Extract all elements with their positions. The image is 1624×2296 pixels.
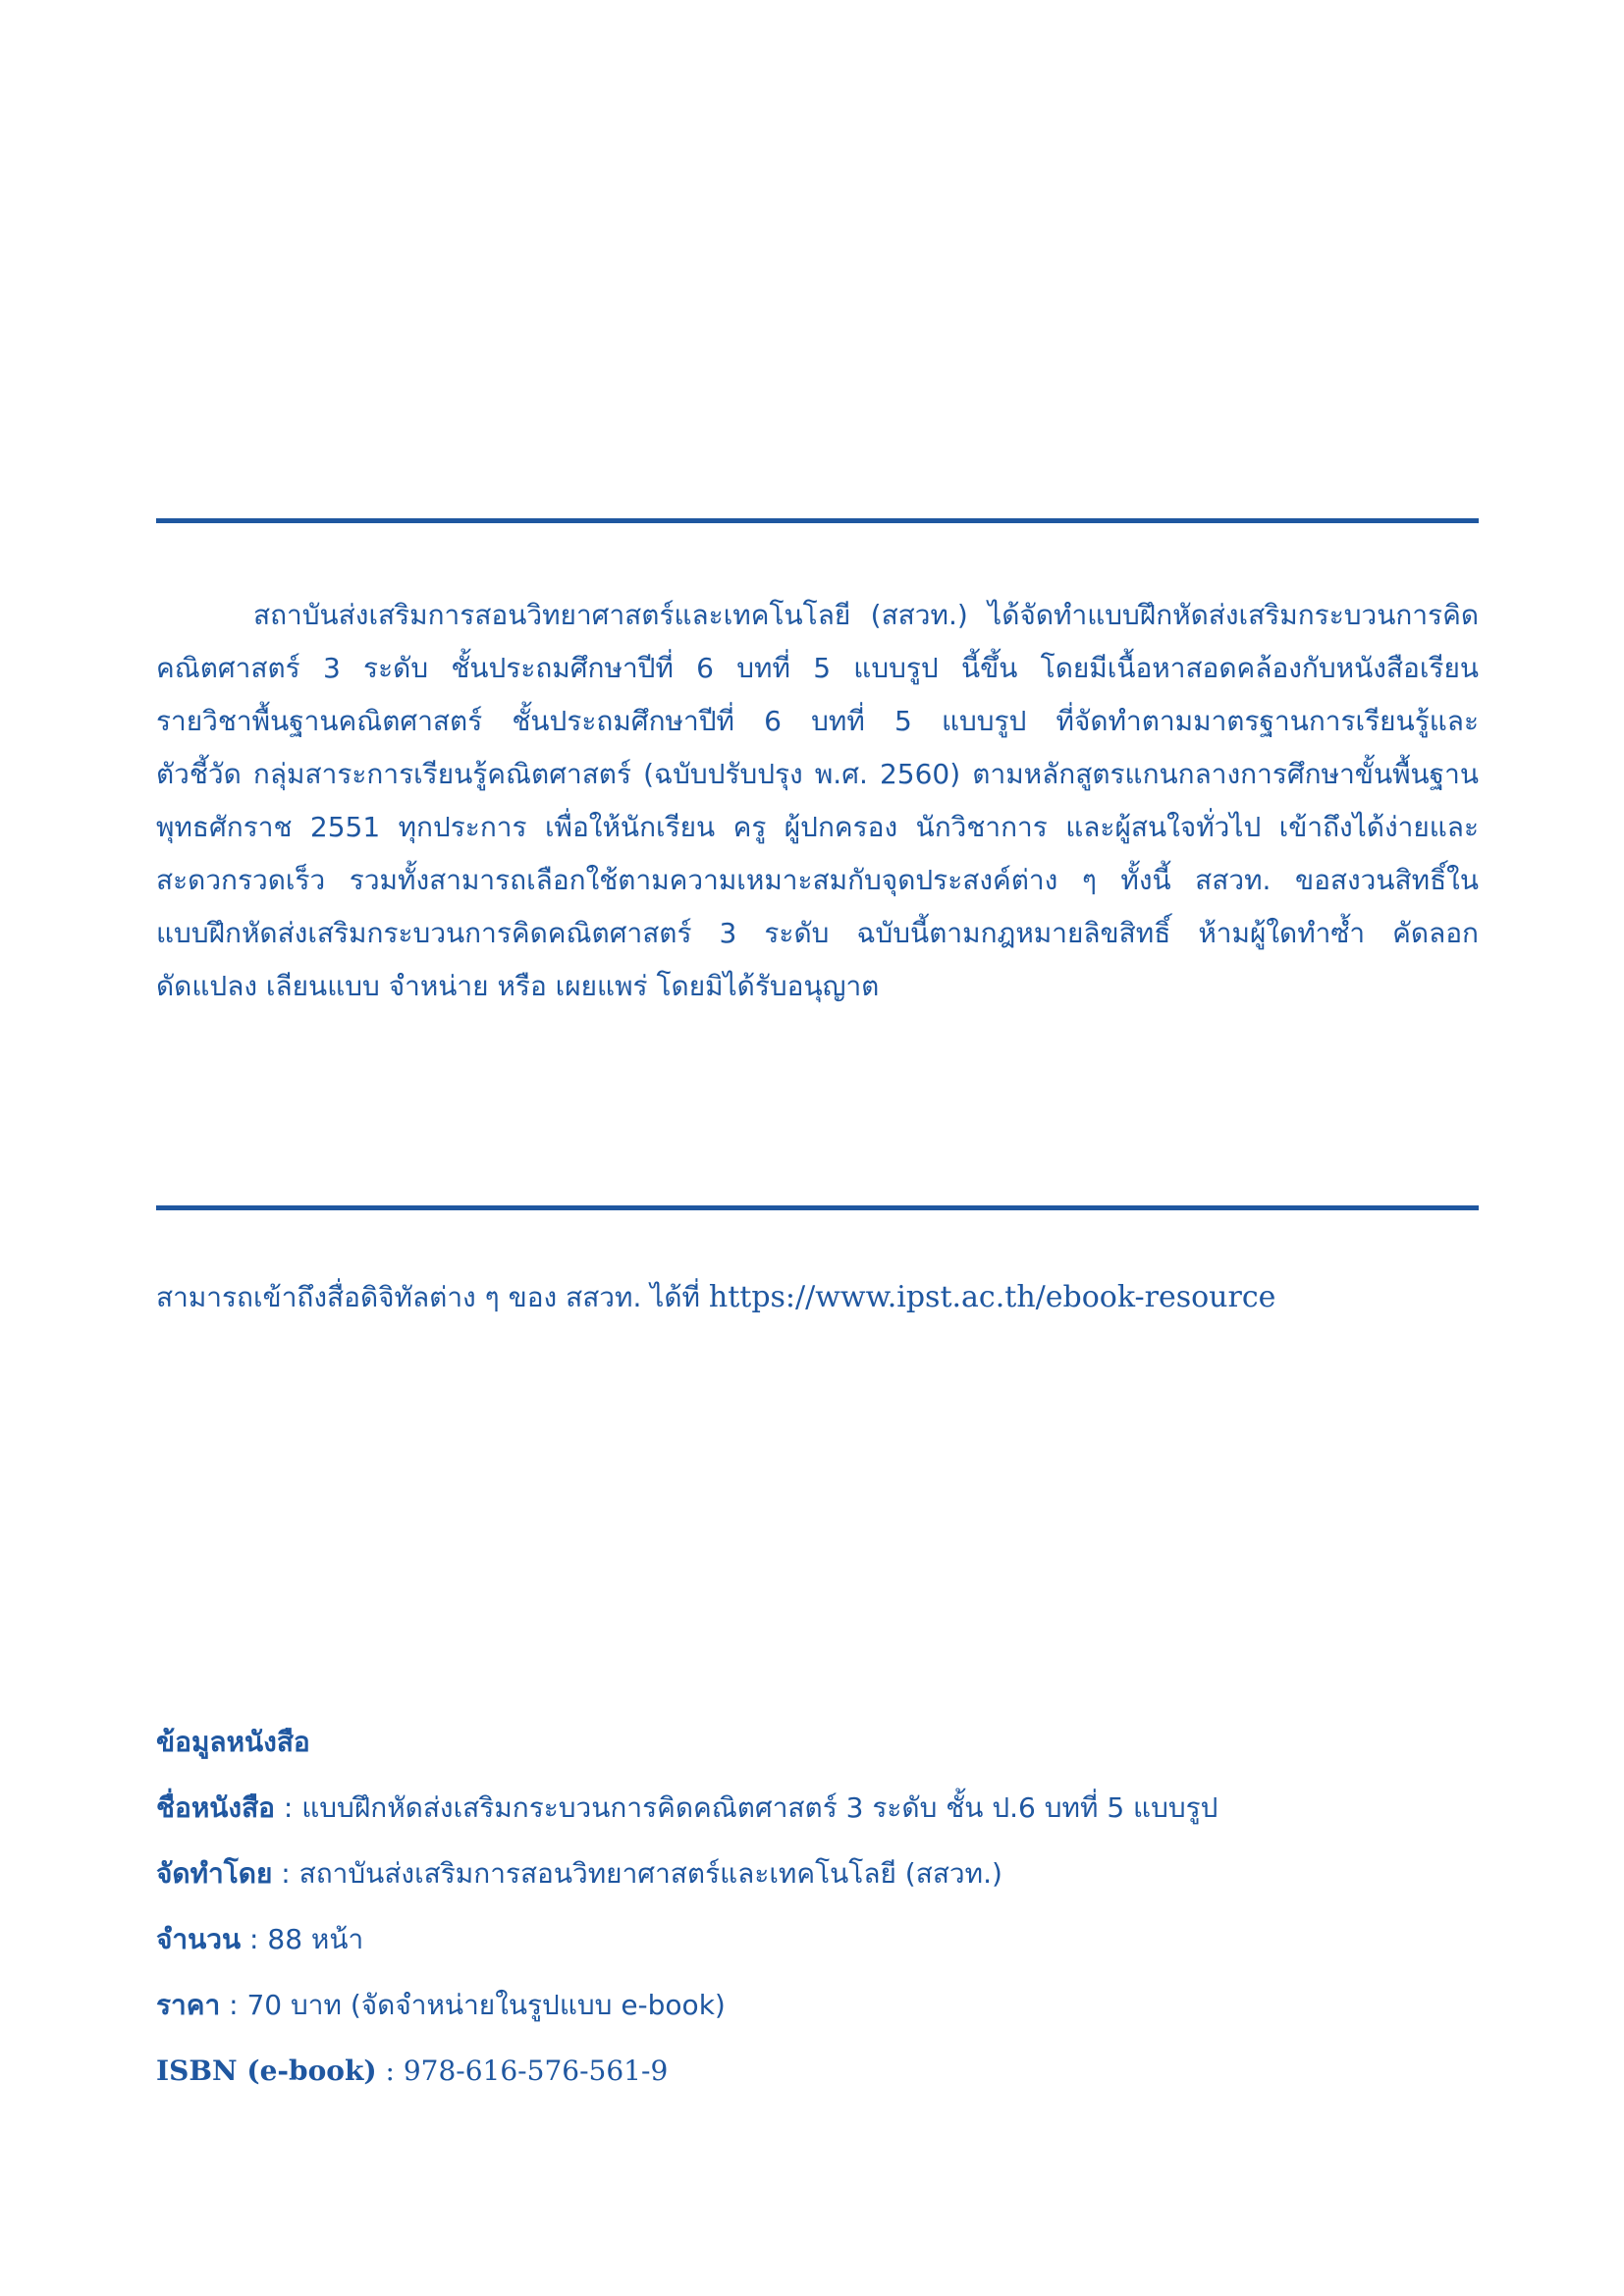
resource-link[interactable]: https://www.ipst.ac.th/ebook-resource xyxy=(708,1280,1276,1314)
book-title-label: ชื่อหนังสือ xyxy=(156,1791,275,1824)
book-info-heading: ข้อมูลหนังสือ xyxy=(156,1726,310,1758)
book-info-section xyxy=(156,1718,1479,2112)
paragraph-line: ดัดแปลง เลียนแบบ จำหน่าย หรือ เผยแพร่ โดยมิได้รับอนุญาต xyxy=(156,970,880,1002)
page-count-value: : 88 หน้า xyxy=(241,1923,364,1955)
paragraph-line: แบบฝึกหัดส่งเสริมกระบวนการคิดคณิตศาสตร์ 3 ระดับ ฉบับนี้ตามกฎหมายลิขสิทธิ์ ห้ามผู้ใดทำซ้ำ คัดลอก xyxy=(156,917,1479,949)
price-value: : 70 บาท (จัดจำหน่ายในรูปแบบ e-book) xyxy=(220,1989,726,2021)
page-count-row xyxy=(156,1915,1479,1981)
paragraph-line: สะดวกรวดเร็ว รวมทั้งสามารถเลือกใช้ตามความเหมาะสมกับจุดประสงค์ต่าง ๆ ทั้งนี้ สสวท. ขอสงวนสิทธิ์ใน xyxy=(156,864,1479,896)
page-count-label: จำนวน xyxy=(156,1923,242,1955)
price-row xyxy=(156,1981,1479,2047)
bottom-divider xyxy=(156,1205,1479,1210)
paragraph-line: ตัวชี้วัด กลุ่มสาระการเรียนรู้คณิตศาสตร์ (ฉบับปรับปรุง พ.ศ. 2560) ตามหลักสูตรแกนกลางการศึกษาขั้นพื้นฐาน xyxy=(156,758,1479,790)
paragraph-line: สถาบันส่งเสริมการสอนวิทยาศาสตร์และเทคโนโลยี (สสวท.) ได้จัดทำแบบฝึกหัดส่งเสริมกระบวนการคิด xyxy=(253,599,1479,631)
book-title-row xyxy=(156,1784,1479,1849)
price-label: ราคา xyxy=(156,1989,221,2021)
copyright-paragraph xyxy=(156,589,1479,1013)
access-text: สามารถเข้าถึงสื่อดิจิทัลต่าง ๆ ของ สสวท. ได้ที่ xyxy=(156,1281,709,1313)
paragraph-line: รายวิชาพื้นฐานคณิตศาสตร์ ชั้นประถมศึกษาปีที่ 6 บทที่ 5 แบบรูป ที่จัดทำตามมาตรฐานการเรียนรู้และ xyxy=(156,705,1479,737)
publisher-value: : สถาบันส่งเสริมการสอนวิทยาศาสตร์และเทคโนโลยี (สสวท.) xyxy=(272,1857,1002,1890)
paragraph-line: คณิตศาสตร์ 3 ระดับ ชั้นประถมศึกษาปีที่ 6 บทที่ 5 แบบรูป นี้ขึ้น โดยมีเนื้อหาสอดคล้องกับหนังสือเรียน xyxy=(156,652,1479,684)
digital-media-access xyxy=(156,1273,1275,1322)
isbn-label: ISBN (e-book) xyxy=(156,2055,377,2087)
isbn-value: : 978-616-576-561-9 xyxy=(376,2055,669,2087)
publisher-row xyxy=(156,1849,1479,1915)
top-divider xyxy=(156,518,1479,523)
book-title-value: : แบบฝึกหัดส่งเสริมกระบวนการคิดคณิตศาสตร์ 3 ระดับ ชั้น ป.6 บทที่ 5 แบบรูป xyxy=(275,1791,1218,1824)
paragraph-line: พุทธศักราช 2551 ทุกประการ เพื่อให้นักเรียน ครู ผู้ปกครอง นักวิชาการ และผู้สนใจทั่วไป เข้าถึงได้ง่ายและ xyxy=(156,811,1479,843)
publisher-label: จัดทำโดย xyxy=(156,1857,273,1890)
isbn-row xyxy=(156,2047,1479,2112)
